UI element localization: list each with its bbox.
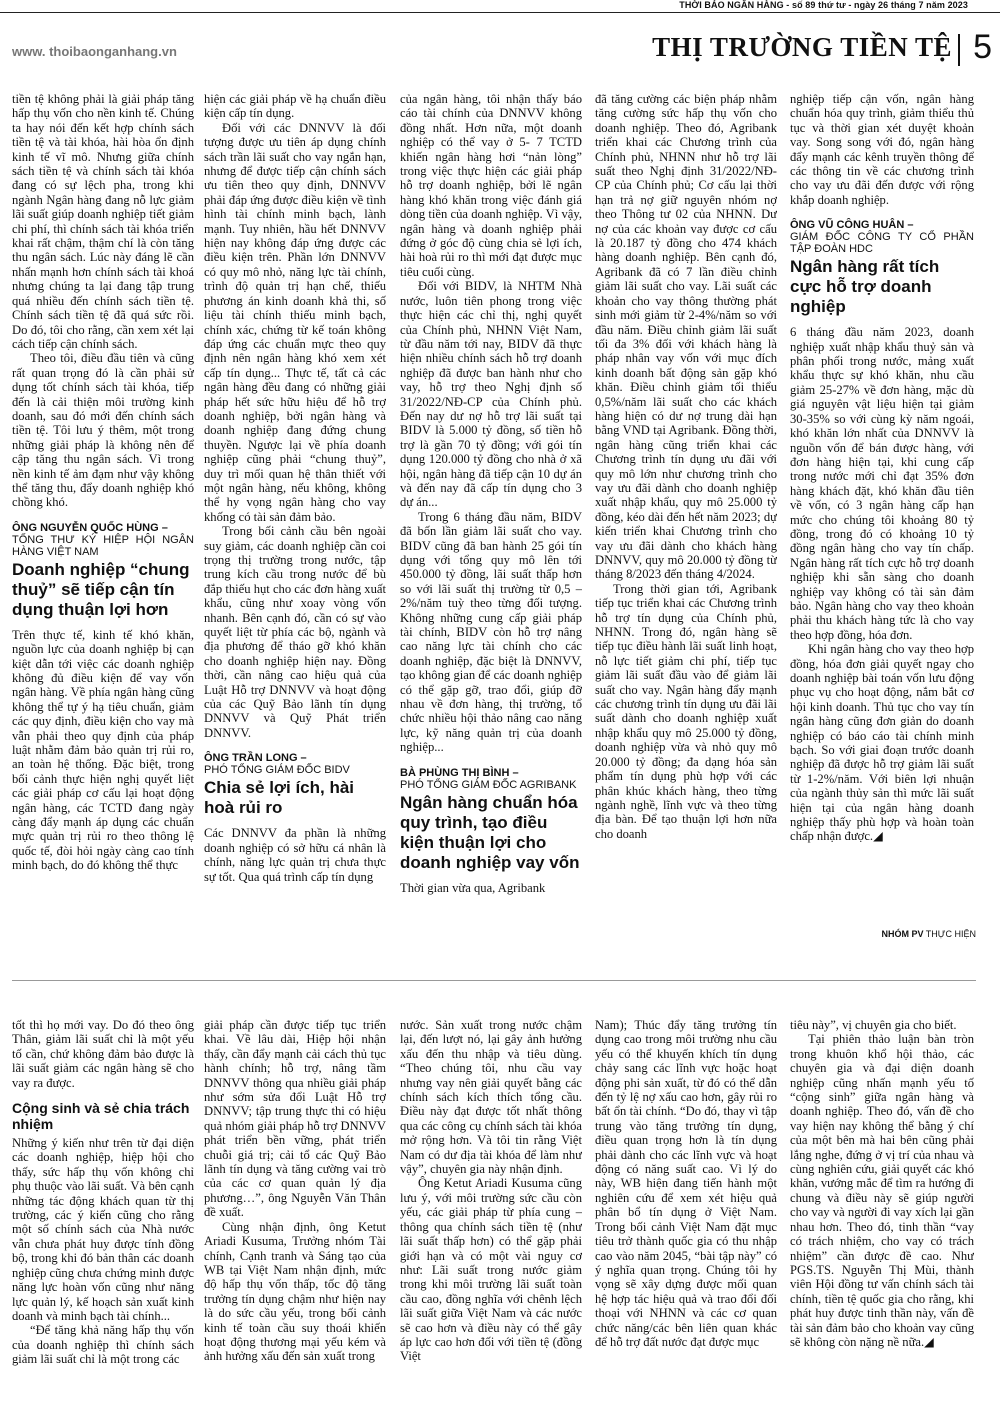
paragraph: nghiệp tiếp cận vốn, ngân hàng chuẩn hóa quy trình, giảm thiểu thủ tục và thời gian xét duyệt khoản vay. Song song với đó, ngân hàng đẩy mạnh các kênh truyền thông để các thông tin về các chương trình cho vay ưu đãi đến được với rộng khắp doanh nghiệp. (790, 92, 974, 207)
speaker-role: PHÓ TỔNG GIÁM ĐỐC BIDV (204, 764, 350, 777)
section-title: THỊ TRƯỜNG TIỀN TỆ (652, 32, 952, 62)
credit-suffix: THỰC HIỆN (923, 929, 976, 939)
speaker-name: ÔNG VŨ CÔNG HUÂN – (790, 219, 914, 232)
paragraph: giải pháp cần được tiếp tục triển khai. Về lâu dài, Hiệp hội nhận thấy, cần đẩy mạnh cải cách thủ tục hành chính; hỗ trợ, nâng tầm DNNVV thông qua nhiều giải pháp như sớm sửa đổi Luật Hỗ trợ DNNVV; tập trung thực thi có hiệu quả nhóm giải pháp hỗ trợ DNNVV phát triển bền vững, phát triển chuỗi giá trị; cải tổ các Quỹ Bảo lãnh tín dụng và tăng cường vai trò của các cơ quan quản lý địa phương…”, ông Nguyễn Văn Thân đề xuất. (204, 1018, 386, 1220)
upper-column-1 (12, 92, 194, 972)
paragraph: Nam); Thúc đẩy tăng trưởng tín dụng cao trong môi trường nhu cầu yếu có thể khuyến khích tín dụng chảy sang các lĩnh vực hoặc hoạt động phi sản xuất, từ đó có thể dẫn đến tỷ lệ nợ xấu cao hơn, gây rủi ro bất ổn tài chính. “Do đó, thay vì tập trung vào tăng trưởng tín dụng, điều quan trọng hơn là tín dụng phải dành cho các lĩnh vực và hoạt động có năng suất cao. Vì lý do này, WB hiện đang tiến hành một nghiên cứu để xem xét hiệu quả phân bổ tín dụng ở Việt Nam. Trong bối cảnh Việt Nam đặt mục tiêu trở thành quốc gia có thu nhập cao vào năm 2045, “bài tập này” có ý nghĩa quan trọng. Chúng tôi hy vọng sẽ xây dựng được mối quan hệ hợp tác hiệu quả và trao đổi đối thoại với NHNN và các cơ quan chức năng/các bên liên quan khác để hỗ trợ đất nước đạt được mục (595, 1018, 777, 1349)
subheading: Doanh nghiệp “chung thuỷ” sẽ tiếp cận tín dụng thuận lợi hơn (12, 559, 190, 619)
upper-column-3 (400, 92, 582, 972)
subheading: Chia sẻ lợi ích, hài hoà rủi ro (204, 778, 355, 818)
paragraph: đã tăng cường các biện pháp nhằm tăng cường sức hấp thụ vốn cho doanh nghiệp. Theo đó, Agribank triển khai các Chương trình của Chính phủ, NHNN như hỗ trợ lãi suất theo Nghị định 31/2022/NĐ-CP của Chính phủ; Cơ cấu lại thời hạn trả nợ giữ nguyên nhóm nợ theo Thông tư 02 của NHNN. Dư nợ của các khoản vay được cơ cấu là 20.187 tỷ đồng cho 474 khách hàng doanh nghiệp. Bên cạnh đó, Agribank đã có 7 lần điều chỉnh giảm lãi suất cho vay. Lãi suất các khoản cho vay thông thường phát sinh mới giảm từ 2-4%/năm so với đầu năm. Điều chỉnh giảm lãi suất tối đa 3% đối với khách hàng là pháp nhân vay vốn với mục đích kinh doanh bất động sản gặp khó khăn. Điều chỉnh giảm tối thiểu 0,5%/năm lãi suất cho các khách hàng hiện có dư nợ trung dài hạn bằng VND tại Agribank. Đồng thời, ngân hàng cũng triển khai các Chương trình tín dụng ưu đãi với quy mô lớn như chương trình cho vay ưu đãi dành cho doanh nghiệp xuất nhập khẩu, quy mô 25.000 tỷ đồng, kéo dài đến hết năm 2023; dự kiến triển khai Chương trình cho vay ưu đãi dành cho khách hàng DNNVV, quy mô 20.000 tỷ đồng từ tháng 8/2023 đến tháng 4/2024. (595, 92, 777, 582)
upper-column-5 (790, 92, 974, 927)
paragraph: của ngân hàng, tôi nhận thấy báo cáo tài chính của DNNVV không đồng nhất. Hơn nữa, một doanh nghiệp có thể vay ở 5- 7 TCTD khiến ngân hàng hơi “nản lòng” trong việc thực hiện các giải pháp hỗ trợ doanh nghiệp, bởi lẽ ngân hàng khó khăn trong việc đánh giá dòng tiền của doanh nghiệp. Vì vậy, ngân hàng và doanh nghiệp phải đứng ở góc độ cùng chia sẻ lợi ích, hài hoà rủi ro thì mới đạt được mục tiêu cuối cùng. (400, 92, 582, 279)
paragraph: Các DNNVV đa phần là những doanh nghiệp có sở hữu cá nhân là chính, năng lực quản trị chưa thực sự tốt. Qua quá trình cấp tín dụng (204, 826, 386, 884)
article-divider (12, 980, 976, 981)
upper-column-2 (204, 92, 386, 972)
paragraph: Trong bối cảnh cầu bên ngoài suy giảm, các doanh nghiệp cần coi trọng thị trường trong nước, tập trung kích cầu trong nước để bù đắp thiếu hụt cho các đơn hàng xuất khẩu, cũng như xoay vòng vốn nhanh. Bên cạnh đó, cần có sự vào quyết liệt từ phía các bộ, ngành và địa phương để tháo gỡ khó khăn cho doanh nghiệp hiện nay. Đồng thời, cần nâng cao hiệu quả của Luật Hỗ trợ DNNVV và hoạt động của các Quỹ Bảo lãnh tín dụng DNNVV và Quỹ Phát triển DNNVV. (204, 524, 386, 740)
issue-line: THỜI BÁO NGÂN HÀNG - số 89 thứ tư - ngày 26 tháng 7 năm 2023 (679, 0, 968, 10)
top-bar (0, 0, 1000, 14)
paragraph: Theo tôi, điều đầu tiên và cũng rất quan trọng đó là cần phải sử dụng tốt chính sách tài khóa, tiếp đến là cải thiện môi trường kinh doanh, sau đó mới đến chính sách tiền tệ. Tôi lưu ý thêm, một trong những giải pháp là không nên để cập tăng thu ngân sách. Vì trong nền kinh tế ảm đạm như vậy không thể tăng thu, đẩy doanh nghiệp khó chồng khó. (12, 351, 194, 510)
paragraph: Thời gian vừa qua, Agribank (400, 880, 546, 895)
credit-name: NHÓM PV (881, 929, 924, 939)
paragraph: Trên thực tế, kinh tế khó khăn, nguồn lực của doanh nghiệp bị cạn kiệt dẫn tới việc các doanh nghiệp không đủ điều kiện để vay vốn ngân hàng. Về phía ngân hàng cũng không thể tự ý hạ tiêu chuẩn, giảm các quy định, điều kiện cho vay mà vẫn phải theo quy định của pháp luật nhằm đảm bảo quản trị rủi ro, an toàn hệ thống. Đặc biệt, trong bối cảnh thực hiện nghị quyết liệt các giải pháp cơ cấu lại hoạt động ngân hàng, các TCTD đang ngày càng đẩy mạnh áp dụng các chuẩn mực quản trị rủi ro theo thông lệ quốc tế, đòi hỏi ngày càng cao tính minh bạch, do đó không thể thực (12, 627, 194, 873)
lower-column-5 (790, 1018, 974, 1406)
top-rule (0, 12, 1000, 13)
speaker-role: PHÓ TỔNG GIÁM ĐỐC AGRIBANK (400, 778, 577, 791)
paragraph: Tại phiên thảo luận bàn tròn trong khuôn khổ hội thảo, các chuyên gia và đại diện doanh nghiệp cũng nhấn mạnh yếu tố “cộng sinh” giữa ngân hàng và doanh nghiệp. Theo đó, vấn đề cho vay hiện nay không thể bằng ý chí của một bên mà hai bên cũng phải lắng nghe, đứng ở vị trí của nhau và cùng nghiên cứu, giải quyết các khó khăn, vướng mắc để tìm ra hướng đi chung và điều này sẽ giúp người cho vay và người đi vay xích lại gần nhau hơn. Theo đó, tinh thần “vay có trách nhiệm, cho vay có trách nhiệm” cần được đề cao. Như PGS.TS. Nguyễn Thị Mùi, thành viên Hội đồng tư vấn chính sách tài chính, tiền tệ quốc gia cho rằng, khi phát huy được tinh thần này, vấn đề tài sản đảm bảo cho khoản vay cũng sẽ không còn nặng nề nữa.◢ (790, 1032, 974, 1349)
paragraph: Những ý kiến như trên từ đại diện các doanh nghiệp, hiệp hội cho thấy, sức hấp thụ vốn không chỉ phụ thuộc vào lãi suất. Và bên cạnh những tác động khách quan từ thị trường, các ý kiến cũng cho rằng một số chính sách của Nhà nước vẫn chưa phát huy được tính đồng bộ, trong khi đó bản thân các doanh nghiệp cũng chưa chứng minh được năng lực hoàn vốn cũng như năng lực quản lý, kế hoạch sản xuất kinh doanh và minh bạch tài chính... (12, 1136, 194, 1323)
paragraph: nước. Sản xuất trong nước chậm lại, đến lượt nó, lại gây ảnh hưởng xấu đến thu nhập và tiêu dùng. “Theo chúng tôi, nhu cầu vay nhưng vay nên giải quyết bằng các chính sách kích thích tổng cầu. Điều này đạt được tốt nhất thông qua các công cụ chính sách tài khóa mở rộng hơn. Và tôi tin rằng Việt Nam có dư địa tài khóa để làm như vậy”, chuyên gia này nhận định. (400, 1018, 582, 1177)
lower-column-2 (204, 1018, 386, 1406)
lower-column-4 (595, 1018, 777, 1406)
subheading: Ngân hàng rất tích cực hỗ trợ doanh nghiệp (790, 257, 940, 317)
speaker-credit (400, 767, 582, 791)
paragraph: hiện các giải pháp về hạ chuẩn điều kiện cấp tín dụng. (204, 92, 386, 121)
speaker-role: GIÁM ĐỐC CÔNG TY CỔ PHẦN TẬP ĐOÀN HDC (790, 231, 974, 256)
speaker-credit (790, 219, 974, 255)
paragraph: tiền tệ không phải là giải pháp tăng hấp thụ vốn cho nền kinh tế. Chúng ta hay nói đến kết hợp chính sách tiền tệ và tài khóa, hài hòa ổn định kinh tế vĩ mô. Nhưng giữa chính sách tiền tệ và chính sách tài khóa đang có sự lệch pha, trong khi ngành Ngân hàng đang nỗ lực giảm lãi suất giúp doanh nghiệp tiết giảm chi phí, thì chính sách tài khóa triển khai rất chậm, thậm chí là còn tăng thu ngân sách. Lúc này đáng lẽ cần nhấn mạnh hơn chính sách tài khoá nhưng chúng ta lại đang tập trung quá nhiều đến chính sách tiền tệ. Chính sách tiền tệ đã quá sức rồi. Do đó, tôi cho rằng, cần xem xét lại cách tiếp cận chính sách. (12, 92, 194, 351)
paragraph: 6 tháng đầu năm 2023, doanh nghiệp xuất nhập khẩu thuỷ sản và phân phối trong nước, mảng xuất khẩu thực sự khó khăn, nhu cầu giảm 25-27% về đơn hàng, mặc dù giá nguyên vật liệu hiện tại giảm 30-35% so với cùng kỳ năm ngoái, khó khăn lớn nhất của DNNVV là nguồn vốn để bán được hàng, với đơn hàng hiện tại, khi cung cấp trong nước mới chỉ đạt 35% đơn hàng khách đặt, khó khăn đầu tiên về vốn, có 3 ngân hàng cấp hạn mức cho chúng tôi khoảng 80 tỷ đồng, trong đó có khoảng 10 tỷ đồng ngân hàng cho vay tín chấp. Ngân hàng rất tích cực hỗ trợ doanh nghiệp khi sẵn sàng cho doanh nghiệp vay không có tài sản đảm bảo. Ngân hàng cho vay theo khoản phải thu khách hàng tức là cho vay theo hợp đồng, hóa đơn. (790, 325, 974, 642)
speaker-role: TỔNG THƯ KÝ HIỆP HỘI NGÂN HÀNG VIỆT NAM (12, 533, 194, 558)
upper-column-4 (595, 92, 777, 972)
speaker-name: BÀ PHÙNG THỊ BÌNH – (400, 766, 519, 779)
paragraph: Ông Ketut Ariadi Kusuma cũng lưu ý, với môi trường sức cầu còn yếu, các giải pháp từ phía cung – thông qua chính sách tiền tệ (như lãi suất thấp hơn) có thể gặp phải giới hạn và có một vài nguy cơ như: Lãi suất trong nước giảm trong khi môi trường lãi suất toàn cầu cao, đồng nghĩa với chênh lệch lãi suất giữa Việt Nam và các nước sẽ cao hơn và điều này có thể gây áp lực cao hơn đối với tiền tệ (đồng Việt (400, 1176, 582, 1364)
paragraph: Cùng nhận định, ông Ketut Ariadi Kusuma, Trưởng nhóm Tài chính, Cạnh tranh và Sáng tạo của WB tại Việt Nam nhận định, mức độ hấp thụ vốn thấp, tốc độ tăng trưởng tín dụng chậm như hiện nay là do sức cầu yếu, trong bối cảnh kinh tế toàn cầu suy thoái khiến hoạt động thương mại yếu kém và ảnh hưởng xấu đến sản xuất trong (204, 1219, 386, 1364)
paragraph: tốt thì họ mới vay. Do đó theo ông Thân, giảm lãi suất chỉ là một yếu tố cần, chứ không đảm bảo được là lãi suất giảm các ngân hàng sẽ cho vay ra được. (12, 1018, 194, 1090)
paragraph: tiêu này”, vị chuyên gia cho biết. (790, 1018, 957, 1032)
paragraph: Trong 6 tháng đầu năm, BIDV đã bốn lần giảm lãi suất cho vay. BIDV cũng đã ban hành 25 gói tín dụng với tổng quy mô lên tới 450.000 tỷ đồng, lãi suất thấp hơn so với lãi suất thị trường từ 0,5 – 2%/năm tuỳ theo từng đối tượng. Không những cung cấp giải pháp tài chính, BIDV còn hỗ trợ nâng cao năng lực tài chính cho các doanh nghiệp, đặc biệt là DNNVV, tạo không gian để các doanh nghiệp có thể gặp gỡ, trao đổi, giúp đỡ nhau về đơn hàng, thị trường, tổ chức nhiều hội thảo nâng cao năng lực, kỹ năng quản trị của doanh nghiệp... (400, 509, 582, 755)
paragraph: Trong thời gian tới, Agribank tiếp tục triển khai các Chương trình hỗ trợ tín dụng của Chính phủ, NHNN. Trong đó, ngân hàng sẽ tiếp tục điều hành lãi suất linh hoạt, nỗ lực tiết giảm chi phí, tiếp tục giảm lãi suất đầu vào để giảm lãi suất cho vay. Ngân hàng đẩy mạnh các chương trình tín dụng ưu đãi lãi suất dành cho doanh nghiệp xuất nhập khẩu quy mô 25.000 tỷ đồng, doanh nghiệp vừa và nhỏ quy mô 20.000 tỷ đồng; đa dạng hóa sản phẩm tín dụng phù hợp với các phân khúc khách hàng, theo từng ngành nghề, lĩnh vực và theo từng địa bàn. Để tạo thuận lợi hơn nữa cho doanh (595, 581, 777, 841)
paragraph: “Để tăng khả năng hấp thụ vốn của doanh nghiệp thì chính sách giảm lãi suất chỉ là một trong các (12, 1323, 194, 1367)
speaker-credit (12, 522, 194, 558)
paragraph: Đối với BIDV, là NHTM Nhà nước, luôn tiên phong trong việc thực hiện các chỉ thị, nghị quyết của Chính phủ, NHNN Việt Nam, từ đầu năm tới nay, BIDV đã thực hiện nhiều chính sách hỗ trợ doanh nghiệp đã được ban hành như cho vay, hỗ trợ theo Nghị định số 31/2022/NĐ-CP của Chính phủ. Đến nay dư nợ hỗ trợ lãi suất tại BIDV là 5.000 tỷ đồng, số tiền hỗ trợ là gần 70 tỷ đồng; với gói tín dụng 120.000 tỷ đồng cho nhà ở xã hội, ngân hàng đã tiếp cận 10 dự án và đến nay đã cấp tín dụng cho 3 dự án... (400, 279, 582, 510)
subheading: Ngân hàng chuẩn hóa quy trình, tạo điều kiện thuận lợi cho doanh nghiệp vay vốn (400, 792, 580, 872)
lower-column-3 (400, 1018, 582, 1406)
page-number-divider (958, 34, 960, 66)
page-number: 5 (973, 28, 992, 66)
paragraph: Đối với các DNNVV là đối tượng được ưu tiên áp dụng chính sách trần lãi suất cho vay ngắn hạn, nhưng để được tiếp cận chính sách ưu tiên theo quy định, DNNVV phải đáp ứng được điều kiện về tình hình tài chính minh bạch, lành mạnh. Tuy nhiên, hầu hết DNNVV hiện nay không đáp ứng được các điều kiện trên. Phần lớn DNNVV có quy mô nhỏ, năng lực tài chính, trình độ quản trị hạn chế, thiếu phương án kinh doanh khả thi, số liệu tài chính thiếu minh bạch, chính xác, chứng từ kế toán không đáp ứng các chuẩn mực theo quy định nên ngân hàng khó xem xét cấp tín dụng... Thực tế, tất cả các ngân hàng đều đang có những giải pháp hết sức hữu hiệu để hỗ trợ doanh nghiệp, bởi ngân hàng và doanh nghiệp đang đứng chung thuyền. Ngược lại về phía doanh nghiệp cũng phải “chung thuỷ”, duy trì mối quan hệ thân thiết với một ngân hàng, nếu không, không thể hy vọng ngân hàng cho vay khống có tài sản đảm bảo. (204, 120, 386, 524)
speaker-credit (204, 752, 386, 776)
speaker-name: ÔNG NGUYỄN QUỐC HÙNG – (12, 521, 168, 534)
author-credit (881, 929, 976, 939)
speaker-name: ÔNG TRẦN LONG – (204, 752, 307, 765)
lower-column-1 (12, 1018, 194, 1406)
paragraph: Khi ngân hàng cho vay theo hợp đồng, hóa đơn giải quyết ngay cho doanh nghiệp bài toán vốn lưu động phục vụ cho hoạt động, nắm bắt cơ hội kinh doanh. Thủ tục cho vay tín ngân hàng cũng đơn giản do doanh nghiệp có báo cáo tài chính minh bạch. So với giai đoạn trước doanh nghiệp đã được hỗ trợ giảm lãi suất từ 1-2%/năm. Với biên lợi nhuận của ngành thủy sản thì mức lãi suất hiện tại của ngân hàng doanh nghiệp thấy phù hợp và hoàn toàn chấp nhận được.◢ (790, 642, 974, 844)
subheading: Cộng sinh và sẻ chia trách nhiệm (12, 1100, 190, 1133)
website-url[interactable]: www. thoibaonganhang.vn (12, 44, 177, 59)
